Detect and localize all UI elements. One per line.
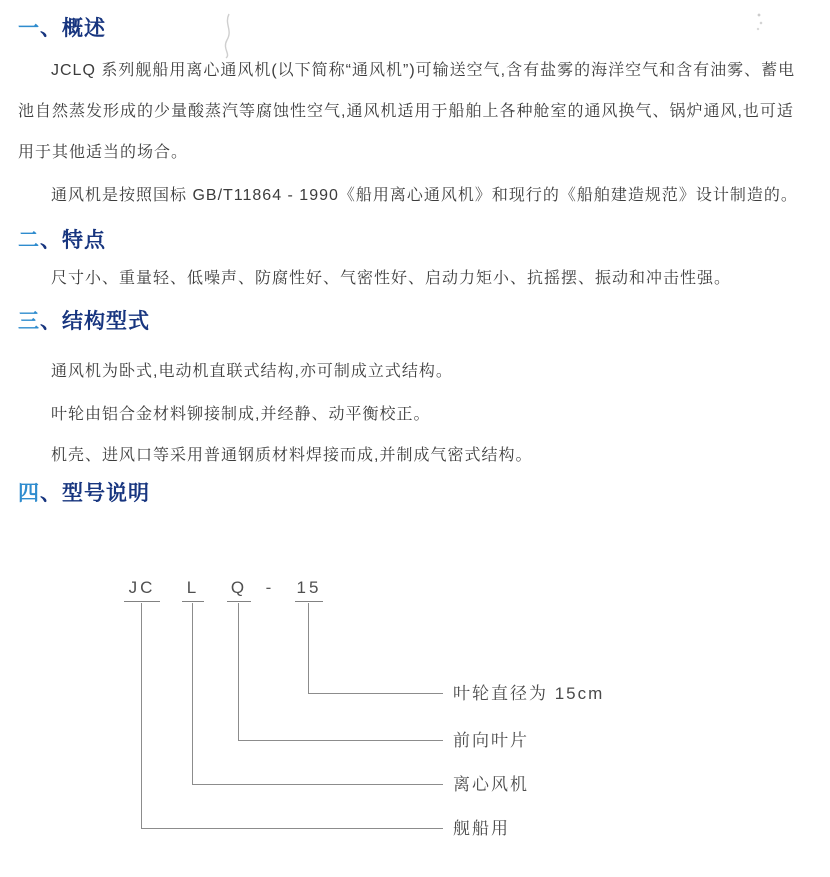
heading-title: 、特点 xyxy=(40,229,106,252)
leader-line-horizontal-l xyxy=(192,784,443,785)
diagram-label-naval-use: 舰船用 xyxy=(453,819,510,838)
leader-line-vertical-l xyxy=(192,603,193,784)
paragraph-line: 用于其他适当的场合。 xyxy=(18,144,189,161)
scan-artifact xyxy=(218,12,238,60)
model-code-segment-15: 15 xyxy=(295,578,323,602)
model-code-segment-q: Q xyxy=(227,578,251,602)
leader-line-horizontal-jc xyxy=(141,828,443,829)
heading-numeral: 四 xyxy=(18,482,40,505)
heading-title: 、概述 xyxy=(40,17,106,40)
leader-line-vertical-jc xyxy=(141,603,142,828)
heading-numeral: 二 xyxy=(18,229,40,252)
model-code-segment-jc: JC xyxy=(124,578,160,602)
paragraph-line: 池自然蒸发形成的少量酸蒸汽等腐蚀性空气,通风机适用于船舶上各种舱室的通风换气、锅炉通风,也可适 xyxy=(18,103,794,120)
heading-title: 、型号说明 xyxy=(40,482,150,505)
section-heading-model-code xyxy=(0,481,830,507)
diagram-label-forward-blade: 前向叶片 xyxy=(453,731,529,750)
diagram-label-impeller-diameter: 叶轮直径为 15cm xyxy=(453,684,605,703)
leader-line-vertical-15 xyxy=(308,603,309,693)
leader-line-horizontal-q xyxy=(238,740,443,741)
paragraph-line: 机壳、进风口等采用普通钢质材料焊接而成,并制成气密式结构。 xyxy=(51,447,533,464)
heading-numeral: 三 xyxy=(18,310,40,333)
model-code-diagram xyxy=(0,560,830,877)
section-heading-features xyxy=(0,228,830,254)
paragraph-line: 通风机是按照国标 GB/T11864 - 1990《船用离心通风机》和现行的《船舶建造规范》设计制造的。 xyxy=(51,187,798,204)
diagram-label-centrifugal-fan: 离心风机 xyxy=(453,775,529,794)
paragraph-line: 叶轮由铝合金材料铆接制成,并经静、动平衡校正。 xyxy=(51,406,431,423)
section-heading-overview xyxy=(0,16,830,42)
section-heading-structure xyxy=(0,309,830,335)
heading-numeral: 一 xyxy=(18,17,40,40)
leader-line-vertical-q xyxy=(238,603,239,740)
leader-line-horizontal-15 xyxy=(308,693,443,694)
paragraph-line: JCLQ 系列舰船用离心通风机(以下简称“通风机”)可输送空气,含有盐雾的海洋空气和含有油雾、蓄电 xyxy=(51,62,796,79)
paragraph-line: 尺寸小、重量轻、低噪声、防腐性好、气密性好、启动力矩小、抗摇摆、振动和冲击性强。 xyxy=(51,270,732,287)
paragraph-line: 通风机为卧式,电动机直联式结构,亦可制成立式结构。 xyxy=(51,363,453,380)
model-code-segment-l: L xyxy=(182,578,204,602)
scan-artifact xyxy=(756,12,764,32)
heading-title: 、结构型式 xyxy=(40,310,150,333)
model-code-dash: - xyxy=(265,578,275,597)
